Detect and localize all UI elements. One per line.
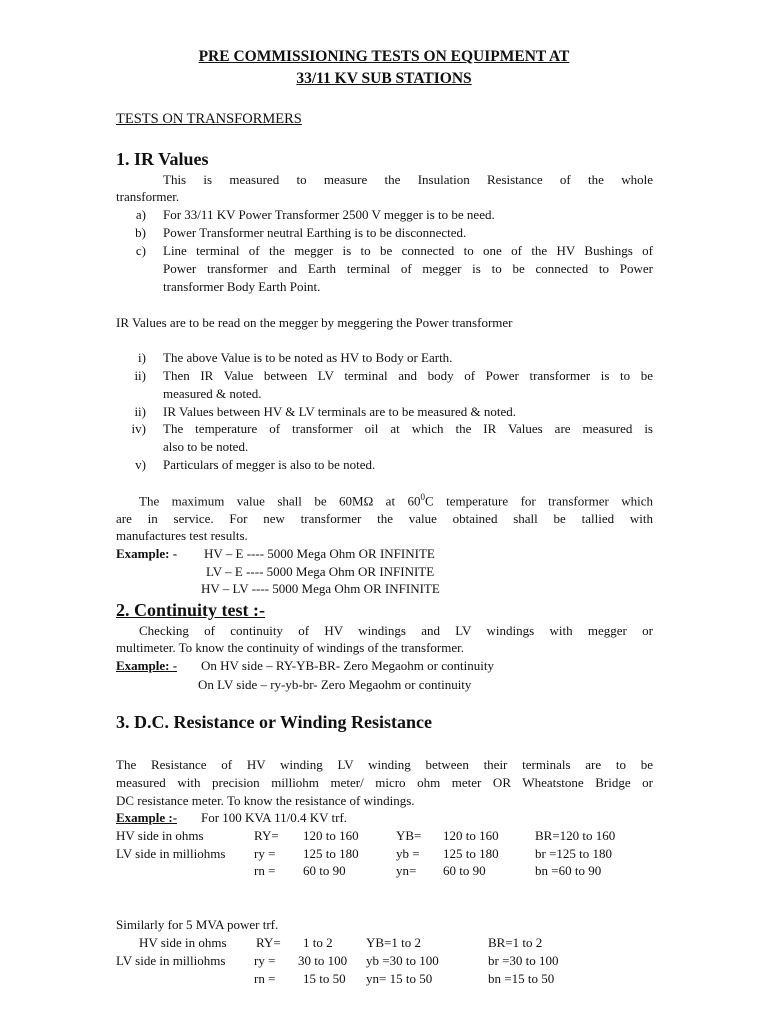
max-value-line3: manufactures test results. [116, 528, 248, 543]
table-cell: ry = [254, 953, 276, 968]
example-line: HV – E ---- 5000 Mega Ohm OR INFINITE [204, 546, 435, 561]
section3-line3: DC resistance meter. To know the resistance of windings. [116, 793, 415, 808]
table-cell: 120 to 160 [303, 828, 359, 843]
example-label: Example: - [116, 658, 178, 673]
page-title-line1: PRE COMMISSIONING TESTS ON EQUIPMENT AT [198, 48, 570, 65]
example-line: On LV side – ry-yb-br- Zero Megaohm or continuity [198, 677, 472, 692]
table-cell: RY= [254, 828, 279, 843]
table-cell: br =125 to 180 [535, 846, 613, 861]
table-cell: yb = [396, 846, 420, 861]
table-cell: yn= 15 to 50 [366, 971, 433, 986]
table-cell: ry = [254, 846, 276, 861]
similar-note: Similarly for 5 MVA power trf. [116, 917, 279, 932]
list-item-text: Line terminal of the megger is to be connected to one of the HV Bushings of [163, 243, 653, 258]
list-item-text: also to be noted. [163, 439, 249, 454]
table-cell: LV side in milliohms [116, 953, 226, 968]
table-cell: 60 to 90 [443, 863, 486, 878]
example-text: For 100 KVA 11/0.4 KV trf. [201, 810, 348, 825]
example-line: LV – E ---- 5000 Mega Ohm OR INFINITE [206, 564, 435, 579]
table-cell: 120 to 160 [443, 828, 499, 843]
table-cell: 30 to 100 [298, 953, 348, 968]
example-label: Example: - [116, 546, 178, 561]
section1-intro-line1: This is measured to measure the Insulation Resistance of the whole [163, 172, 653, 187]
example-label: Example :- [116, 810, 178, 825]
section2-line1: Checking of continuity of HV windings and LV windings with megger or [139, 623, 653, 638]
table-cell: 125 to 180 [303, 846, 359, 861]
example-line: On HV side – RY-YB-BR- Zero Megaohm or continuity [201, 658, 494, 673]
list-item-text: Then IR Value between LV terminal and body of Power transformer is to be [163, 368, 653, 383]
table-cell: br =30 to 100 [488, 953, 559, 968]
list-item-text: measured & noted. [163, 386, 262, 401]
table-cell: yb =30 to 100 [366, 953, 439, 968]
section1-heading: 1. IR Values [116, 149, 209, 169]
section1-intro-line2: transformer. [116, 189, 180, 204]
table-cell: 1 to 2 [303, 935, 333, 950]
table-cell: yn= [396, 863, 417, 878]
table-cell: YB= [396, 828, 422, 843]
list-item-text: Power transformer and Earth terminal of megger is to be connected to Power [163, 261, 653, 276]
table-cell: YB=1 to 2 [366, 935, 422, 950]
example-line: HV – LV ---- 5000 Mega Ohm OR INFINITE [201, 581, 440, 596]
table-cell: 125 to 180 [443, 846, 499, 861]
max-value-line2: are in service. For new transformer the value obtained shall be tallied with [116, 511, 653, 526]
table-cell: LV side in milliohms [116, 846, 226, 861]
table-cell: rn = [254, 863, 276, 878]
list-item-text: The temperature of transformer oil at which the IR Values are measured is [163, 421, 653, 436]
table-cell: BR=1 to 2 [488, 935, 543, 950]
table-cell: 60 to 90 [303, 863, 346, 878]
table-cell: 15 to 50 [303, 971, 346, 986]
table-cell: BR=120 to 160 [535, 828, 616, 843]
subheading: TESTS ON TRANSFORMERS [116, 111, 302, 127]
table-cell: bn =60 to 90 [535, 863, 602, 878]
read-note: IR Values are to be read on the megger by meggering the Power transformer [116, 315, 513, 330]
section2-line2: multimeter. To know the continuity of windings of the transformer. [116, 640, 464, 655]
section3-heading: 3. D.C. Resistance or Winding Resistance [116, 712, 433, 732]
table-cell: bn =15 to 50 [488, 971, 555, 986]
page-title-line2: 33/11 KV SUB STATIONS [296, 70, 472, 87]
table-cell: HV side in ohms [139, 935, 227, 950]
max-value-line1: The maximum value shall be 60MΩ at $60^0C$ temperature for transformer which [139, 492, 653, 509]
table-cell: RY= [256, 935, 281, 950]
section2-heading: 2. Continuity test :- [116, 600, 265, 620]
section3-line1: The Resistance of HV winding LV winding between their terminals are to be [116, 757, 653, 772]
table-cell: rn = [254, 971, 276, 986]
section3-line2: measured with precision milliohm meter/ micro ohm meter OR Wheatstone Bridge or [116, 775, 653, 790]
list-item-text: transformer Body Earth Point. [163, 279, 321, 294]
table-cell: HV side in ohms [116, 828, 204, 843]
